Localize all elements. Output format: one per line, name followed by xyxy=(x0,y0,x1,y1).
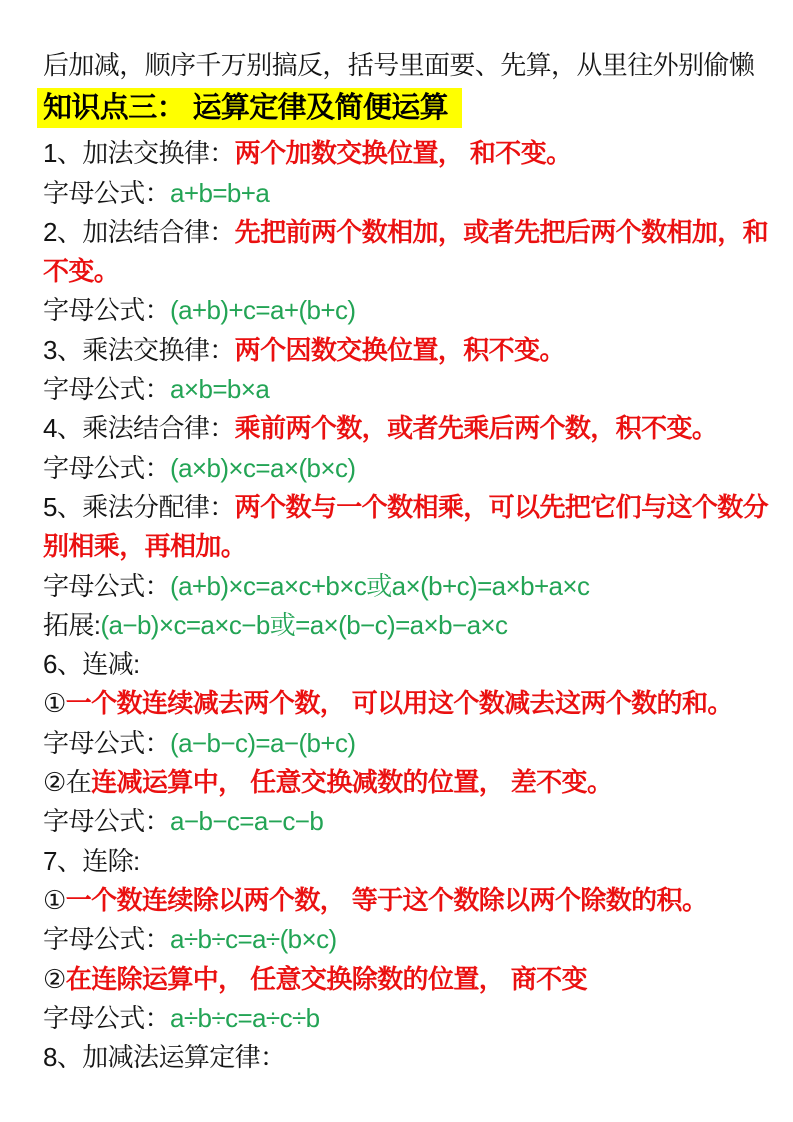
green-formula-text: (a+b)×c=a×c+b×c或a×(b+c)=a×b+a×c xyxy=(170,570,590,601)
red-emphasis-text: 连减运算中， 任意交换减数的位置， 差不变。 xyxy=(91,767,613,798)
red-emphasis-text: 两个加数交换位置， 和不变。 xyxy=(234,138,572,169)
formula-6-1-line xyxy=(43,724,765,763)
green-formula-text: (a+b)+c=a+(b+c) xyxy=(170,295,356,326)
green-formula-text: (a×b)×c=a×(b×c) xyxy=(170,452,356,483)
formula-4-line xyxy=(43,449,765,488)
law-7-heading-line xyxy=(43,842,765,881)
law-2-wrap-line xyxy=(43,252,765,291)
law-3-line xyxy=(43,331,765,370)
law-7-rule-2-line xyxy=(43,960,765,999)
label-text: 7、连除: xyxy=(43,845,140,876)
law-6-rule-1-line xyxy=(43,684,765,723)
red-emphasis-text: 两个因数交换位置，积不变。 xyxy=(234,334,565,365)
red-emphasis-text: 别相乘，再相加。 xyxy=(43,531,247,562)
label-text: ① xyxy=(43,688,66,719)
label-text: 字母公式： xyxy=(43,177,171,208)
green-formula-text: a÷b÷c=a÷c÷b xyxy=(170,1002,320,1033)
label-text: 字母公式： xyxy=(43,374,171,405)
label-text: 字母公式： xyxy=(43,924,171,955)
green-formula-text: a+b=b+a xyxy=(170,177,270,208)
red-emphasis-text: 在连除运算中， 任意交换除数的位置， 商不变 xyxy=(65,963,587,994)
label-text: 字母公式： xyxy=(43,452,171,483)
law-2-line xyxy=(43,213,769,252)
red-emphasis-text: 两个数与一个数相乘，可以先把它们与这个数分 xyxy=(234,491,769,522)
formula-5-extension-line xyxy=(43,606,765,645)
label-text: 后加减，顺序千万别搞反，括号里面要、先算，从里往外别偷懒 xyxy=(43,50,755,80)
highlighted-heading-text: 知识点三： 运算定律及简便运算 xyxy=(37,88,462,128)
law-8-heading-line xyxy=(43,1038,765,1077)
label-text: 字母公式： xyxy=(43,1002,171,1033)
red-emphasis-text: 一个数连续减去两个数， 可以用这个数减去这两个数的和。 xyxy=(65,688,733,719)
green-formula-text: a×b=b×a xyxy=(170,374,270,405)
formula-6-2-line xyxy=(43,802,765,841)
formula-7-2-line xyxy=(43,999,765,1038)
law-5-line xyxy=(43,488,769,527)
label-text: ② xyxy=(43,963,66,994)
formula-3-line xyxy=(43,370,765,409)
formula-1-line xyxy=(43,174,765,213)
law-1-line xyxy=(43,134,765,173)
label-text: 6、连减: xyxy=(43,649,140,680)
section-title xyxy=(43,85,765,132)
green-formula-text: (a−b−c)=a−(b+c) xyxy=(170,727,356,758)
red-emphasis-text: 不变。 xyxy=(43,256,120,287)
law-5-wrap-line xyxy=(43,527,765,566)
law-6-heading-line xyxy=(43,645,765,684)
red-emphasis-text: 先把前两个数相加，或者先把后两个数相加，和 xyxy=(234,216,769,247)
label-text: 字母公式： xyxy=(43,570,171,601)
green-formula-text: a−b−c=a−c−b xyxy=(170,806,324,837)
red-emphasis-text: 一个数连续除以两个数， 等于这个数除以两个除数的积。 xyxy=(65,884,708,915)
red-emphasis-text: 乘前两个数，或者先乘后两个数，积不变。 xyxy=(234,413,718,444)
green-formula-text: a÷b÷c=a÷(b×c) xyxy=(170,924,337,955)
law-4-line xyxy=(43,409,765,448)
label-text: ②在 xyxy=(43,767,92,798)
label-text: 4、乘法结合律： xyxy=(43,413,235,444)
label-text: 1、加法交换律： xyxy=(43,138,235,169)
intro-line xyxy=(43,46,765,85)
formula-2-line xyxy=(43,291,765,330)
label-text: 3、乘法交换律： xyxy=(43,334,235,365)
label-text: 5、乘法分配律： xyxy=(43,491,235,522)
formula-5-line xyxy=(43,567,765,606)
label-text: 字母公式： xyxy=(43,806,171,837)
label-text: 字母公式： xyxy=(43,727,171,758)
label-text: 字母公式： xyxy=(43,295,171,326)
document-body xyxy=(43,46,769,1077)
law-7-rule-1-line xyxy=(43,881,765,920)
law-6-rule-2-line xyxy=(43,763,765,802)
label-text: ① xyxy=(43,884,66,915)
label-text: 拓展: xyxy=(43,609,101,640)
label-text: 2、加法结合律： xyxy=(43,216,235,247)
green-formula-text: (a−b)×c=a×c−b或=a×(b−c)=a×b−a×c xyxy=(100,609,508,640)
formula-7-1-line xyxy=(43,920,765,959)
label-text: 8、加减法运算定律： xyxy=(43,1042,286,1073)
